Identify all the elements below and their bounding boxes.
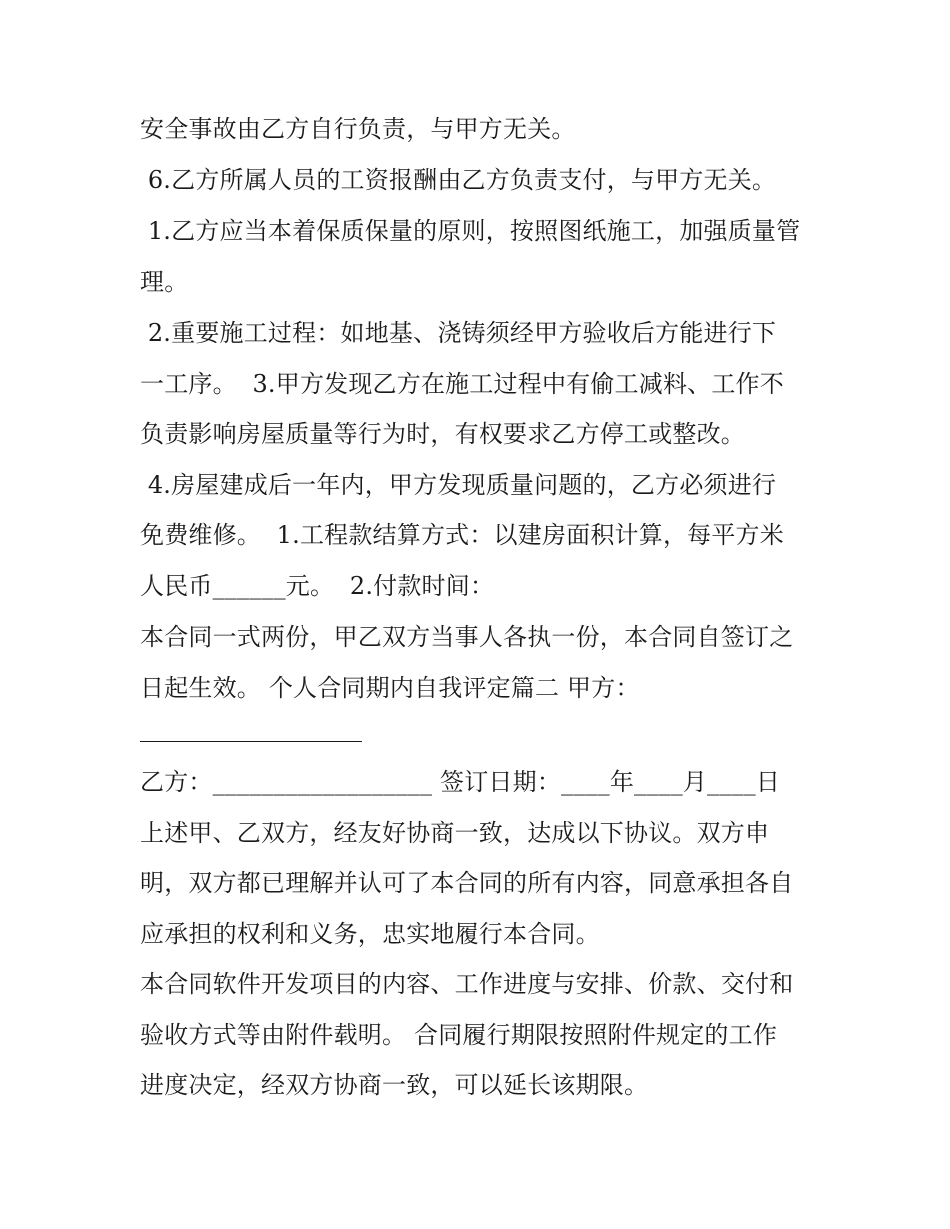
text-line: 应承担的权利和义务，忠实地履行本合同。 xyxy=(140,920,600,948)
text-line: 4.房屋建成后一年内，甲方发现质量问题的，乙方必须进行 xyxy=(140,471,777,499)
text-line: 理。 xyxy=(140,268,189,296)
text-line: 本合同软件开发项目的内容、工作进度与安排、价款、交付和 xyxy=(140,970,794,998)
text-line: 本合同一式两份，甲乙双方当事人各执一份，本合同自签订之 xyxy=(140,623,794,651)
text-line: 进度决定，经双方协商一致，可以延长该期限。 xyxy=(140,1071,649,1099)
text-line: 明，双方都已理解并认可了本合同的所有内容，同意承担各自 xyxy=(140,869,794,897)
text-line: 人民币______元。 2.付款时间： xyxy=(140,572,495,600)
text-line: 2.重要施工过程：如地基、浇铸须经甲方验收后方能进行下 xyxy=(140,319,777,347)
text-line: 负责影响房屋质量等行为时，有权要求乙方停工或整改。 xyxy=(140,420,745,448)
text-line: 6.乙方所属人员的工资报酬由乙方负责支付，与甲方无关。 xyxy=(140,166,777,194)
text-line: 上述甲、乙双方，经友好协商一致，达成以下协议。双方申 xyxy=(140,819,770,847)
text-line: 安全事故由乙方自行负责，与甲方无关。 xyxy=(140,115,576,143)
text-line: 验收方式等由附件载明。 合同履行期限按照附件规定的工作 xyxy=(140,1021,778,1049)
signature-underline xyxy=(140,741,362,742)
text-line: 日起生效。 个人合同期内自我评定篇二 甲方： xyxy=(140,674,640,702)
text-line: 1.乙方应当本着保质保量的原则，按照图纸施工，加强质量管 xyxy=(140,217,801,245)
text-line: 一工序。 3.甲方发现乙方在施工过程中有偷工减料、工作不 xyxy=(140,370,784,398)
text-line: 乙方：__________________ 签订日期：____年____月____日 xyxy=(140,768,781,796)
text-line: 免费维修。 1.工程款结算方式：以建房面积计算，每平方米 xyxy=(140,521,784,549)
